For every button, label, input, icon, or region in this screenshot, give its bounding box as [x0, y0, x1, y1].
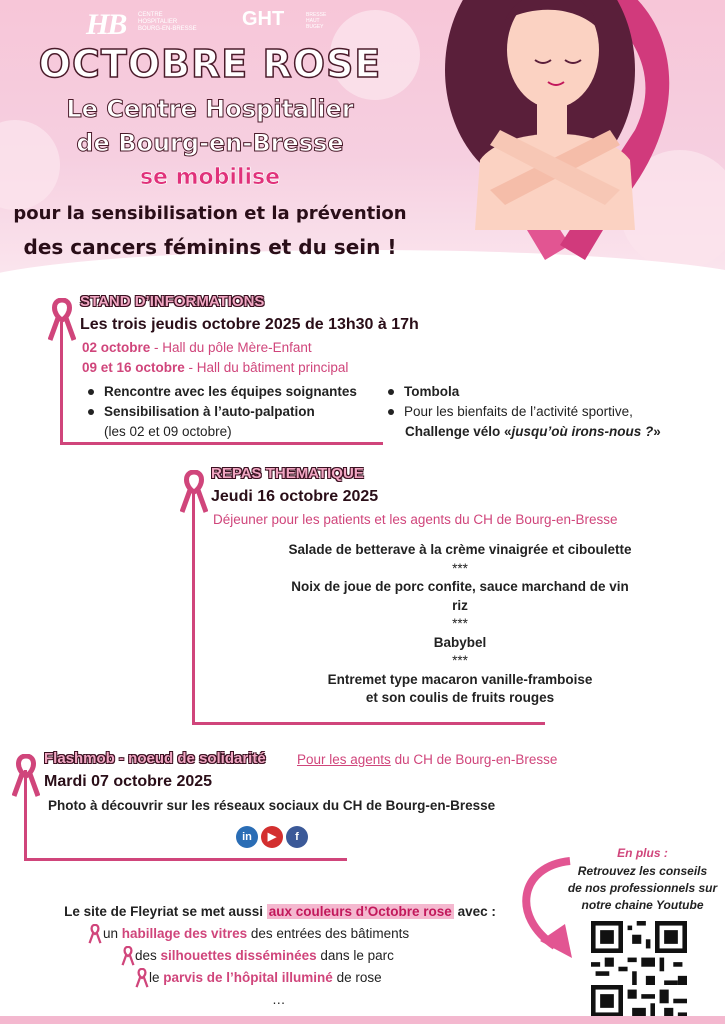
title-line-4: pour la sensibilisation et la prévention [13, 203, 407, 224]
repas-date: Jeudi 16 octobre 2025 [211, 488, 379, 505]
flashmob-audience: Pour les agents du CH de Bourg-en-Bresse [297, 752, 558, 767]
page-title: OCTOBRE ROSE [38, 42, 382, 86]
fleyriat-item-3: le parvis de l’hôpital illuminé de rose [149, 970, 382, 985]
hb-logo: HB [86, 8, 126, 41]
title-line-3: se mobilise [139, 165, 281, 190]
pink-ribbon-icon [12, 754, 40, 798]
stand-bullet-3: Tombola [388, 384, 459, 399]
stand-dates: Les trois jeudis octobre 2025 de 13h30 à 17h [80, 316, 419, 333]
fleyriat-ellipsis: … [272, 992, 286, 1007]
flashmob-title: Flashmob - noeud de solidarité [44, 750, 266, 767]
menu-line: Noix de joue de porc confite, sauce marchand de vin [291, 579, 629, 594]
fleyriat-item-2: des silhouettes disséminées dans le parc [135, 948, 394, 963]
title-line-2: de Bourg-en-Bresse [76, 129, 344, 157]
facebook-icon[interactable]: f [286, 826, 308, 848]
menu-separator: *** [452, 616, 468, 631]
enplus-title: En plus : [617, 846, 668, 860]
small-ribbon-icon [135, 968, 149, 988]
fleyriat-item-1: un habillage des vitres des entrées des bâtiments [103, 926, 410, 941]
menu-line: Entremet type macaron vanille-framboise [327, 671, 593, 687]
linkedin-icon[interactable]: in [236, 826, 258, 848]
stand-bullet-4: Pour les bienfaits de l’activité sportive, [388, 404, 633, 419]
stand-bullet-1: Rencontre avec les équipes soignantes [88, 384, 357, 399]
stand-date-1: 02 octobre - Hall du pôle Mère-Enfant [82, 340, 312, 355]
menu-separator: *** [452, 560, 468, 576]
menu-line: et son coulis de fruits rouges [365, 690, 555, 705]
flashmob-date: Mardi 07 octobre 2025 [44, 773, 213, 790]
stand-challenge: Challenge vélo «jusqu’où irons-nous ?» [405, 424, 661, 439]
youtube-icon[interactable]: ▶ [261, 826, 283, 848]
hb-logo-subtitle: CENTRE HOSPITALIER BOURG-EN-BRESSE [138, 12, 197, 32]
small-ribbon-icon [121, 946, 135, 966]
youtube-qr-code[interactable] [589, 919, 689, 1019]
enplus-line-2: de nos professionnels sur [567, 881, 718, 895]
ght-logo: GHT [242, 8, 285, 30]
pink-ribbon-icon [48, 298, 76, 342]
pink-ribbon-icon [180, 470, 208, 514]
menu-separator: *** [452, 653, 468, 668]
stand-bullet-2-sub: (les 02 et 09 octobre) [104, 424, 232, 439]
small-ribbon-icon [88, 924, 102, 944]
woman-ribbon-illustration [395, 0, 725, 260]
repas-title: REPAS THEMATIQUE [211, 465, 364, 482]
ght-logo-subtitle: BRESSE HAUT BUGEY [306, 12, 327, 30]
menu-line: Babybel [433, 634, 487, 650]
stand-date-2: 09 et 16 octobre - Hall du bâtiment principal [82, 360, 349, 375]
bottom-strip [0, 1016, 725, 1024]
fleyriat-intro: Le site de Fleyriat se met aussi aux couleurs d’Octobre rose avec : [64, 904, 496, 919]
title-line-1: Le Centre Hospitalier [66, 95, 354, 123]
stand-bullet-2: Sensibilisation à l’auto-palpation [88, 404, 315, 419]
repas-subtitle: Déjeuner pour les patients et les agents du CH de Bourg-en-Bresse [213, 512, 618, 527]
flashmob-photo-text: Photo à découvrir sur les réseaux sociaux du CH de Bourg-en-Bresse [48, 798, 496, 813]
menu-line: riz [452, 597, 468, 613]
repas-menu [200, 541, 720, 708]
curved-arrow-icon [500, 856, 590, 966]
enplus-line-3: notre chaine Youtube [581, 898, 704, 912]
menu-line: Salade de betterave à la crème vinaigrée et ciboulette [288, 542, 632, 557]
stand-title: STAND D’INFORMATIONS [80, 293, 265, 310]
title-line-5: des cancers féminins et du sein ! [23, 235, 397, 259]
enplus-line-1: Retrouvez les conseils [577, 864, 708, 878]
